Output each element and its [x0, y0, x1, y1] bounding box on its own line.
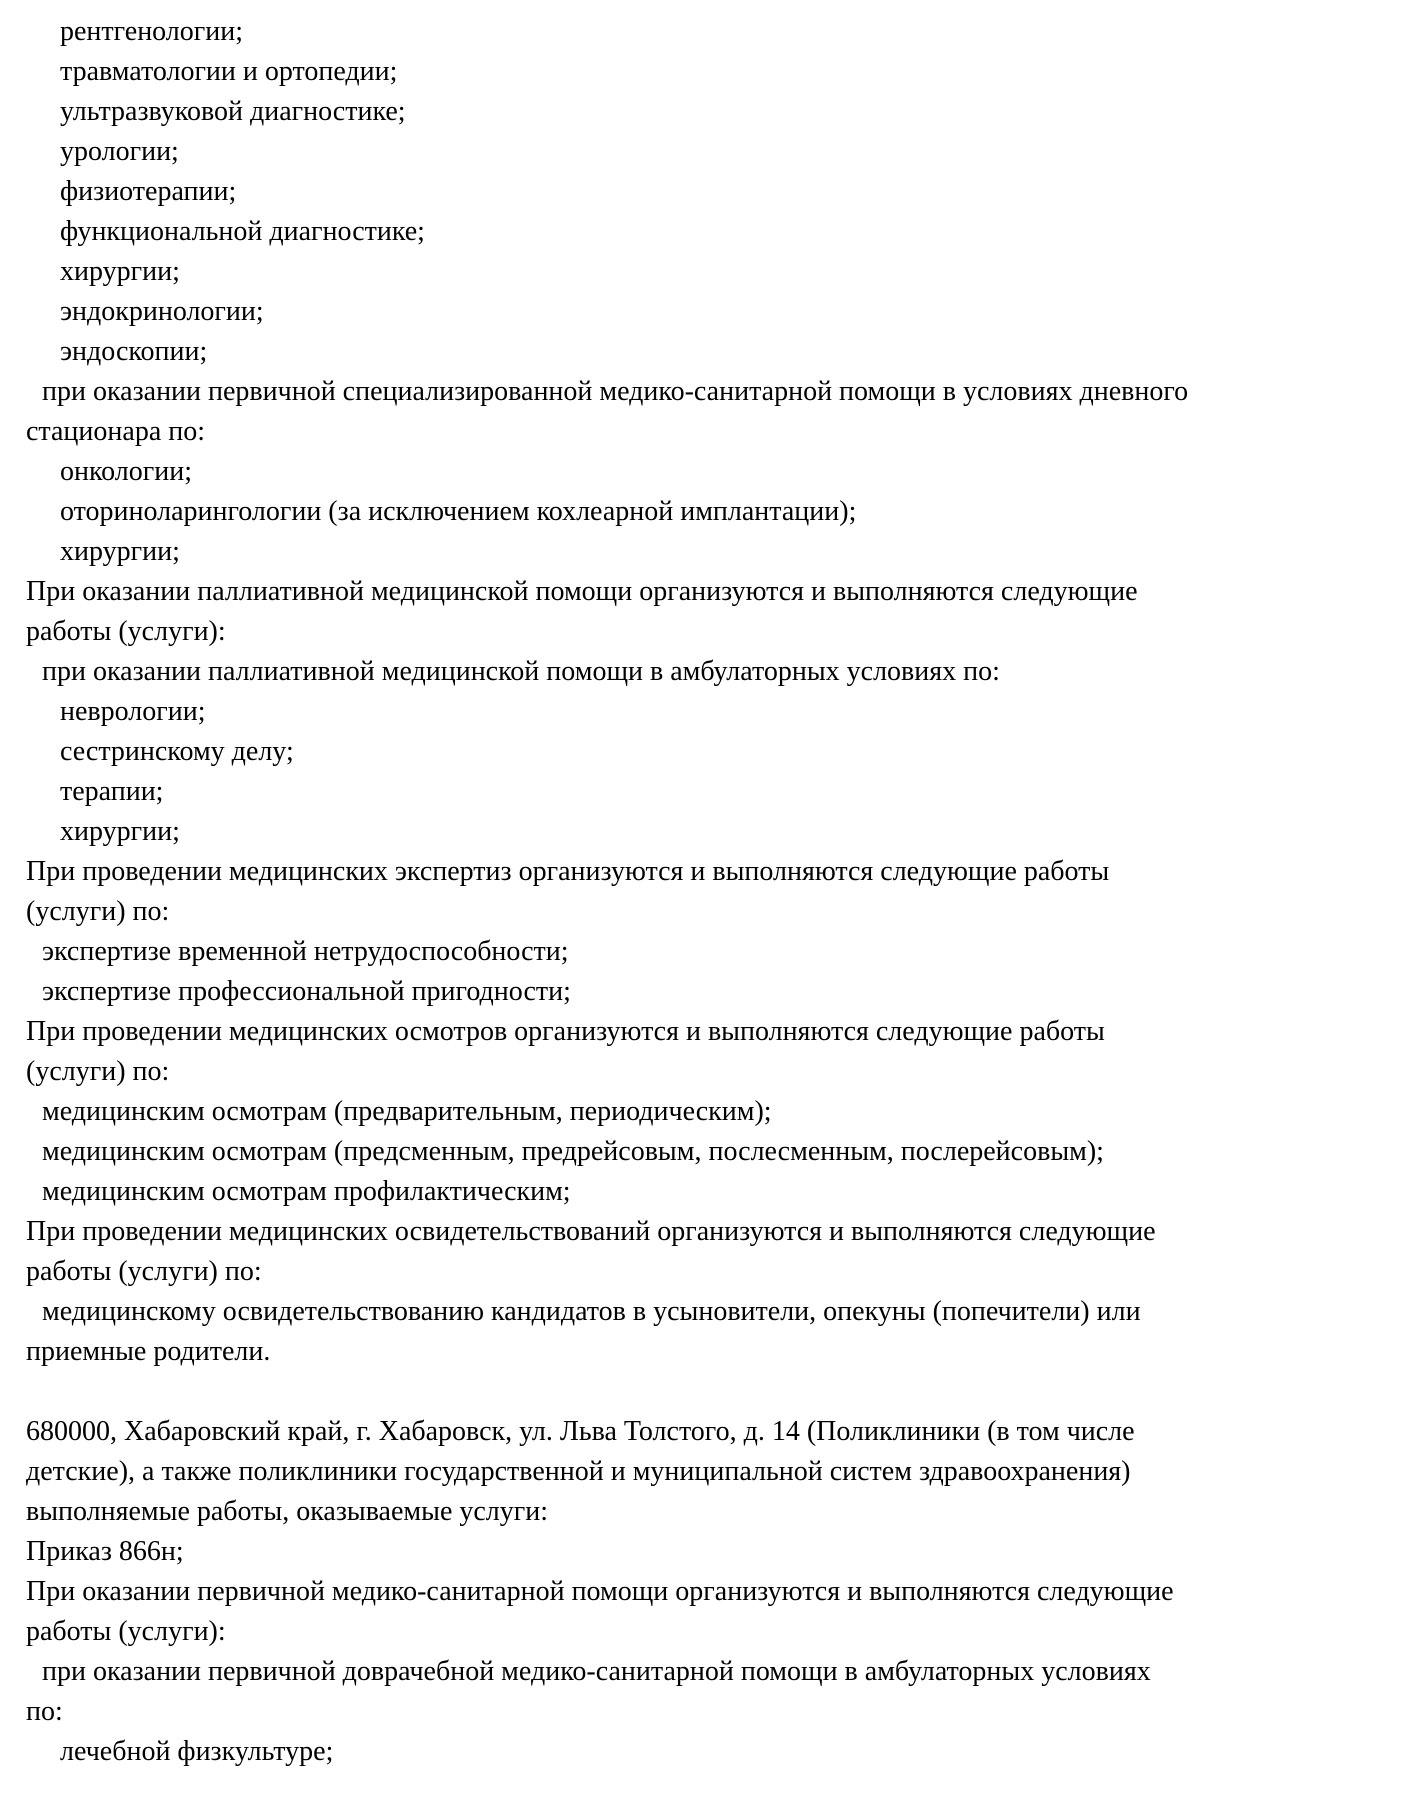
text-line: рентгенологии; — [60, 16, 244, 47]
text-line: терапии; — [60, 776, 164, 807]
blank-line — [26, 1372, 1406, 1412]
document-page — [26, 12, 1406, 1772]
text-line: хирургии; — [60, 816, 180, 847]
text-line: медицинскому освидетельствованию кандидатов в усыновители, опекуны (попечители) или — [42, 1296, 1141, 1327]
text-line: При проведении медицинских осмотров организуются и выполняются следующие работы — [26, 1016, 1105, 1047]
text-line: травматологии и ортопедии; — [60, 56, 398, 87]
text-line: стационара по: — [26, 416, 206, 447]
text-line: (услуги) по: — [26, 896, 170, 927]
text-line: хирургии; — [60, 536, 180, 567]
text-line: медицинским осмотрам (предварительным, периодическим); — [42, 1096, 772, 1127]
text-line: При проведении медицинских экспертиз организуются и выполняются следующие работы — [26, 856, 1110, 887]
text-line: при оказании первичной специализированной медико-санитарной помощи в условиях дневного — [42, 376, 1189, 407]
text-line: эндоскопии; — [60, 336, 208, 367]
text-line: физиотерапии; — [60, 176, 237, 207]
text-line: онкологии; — [60, 456, 193, 487]
text-line: При проведении медицинских освидетельствований организуются и выполняются следующие — [26, 1216, 1156, 1247]
text-line: приемные родители. — [26, 1336, 271, 1367]
text-line: неврологии; — [60, 696, 206, 727]
text-line: сестринскому делу; — [60, 736, 294, 767]
text-line: урологии; — [60, 136, 179, 167]
text-line: работы (услуги) по: — [26, 1256, 262, 1287]
text-line: хирургии; — [60, 256, 180, 287]
text-line: работы (услуги): — [26, 616, 226, 647]
text-line: работы (услуги): — [26, 1616, 226, 1647]
text-line: (услуги) по: — [26, 1056, 170, 1087]
text-line: лечебной физкультуре; — [60, 1736, 334, 1767]
text-line: функциональной диагностике; — [60, 216, 425, 247]
text-line: при оказании первичной доврачебной медико-санитарной помощи в амбулаторных условиях — [42, 1656, 1151, 1687]
text-line: детские), а также поликлиники государственной и муниципальной систем здравоохранения) — [26, 1456, 1131, 1487]
text-line: по: — [26, 1696, 63, 1727]
text-line: медицинским осмотрам профилактическим; — [42, 1176, 571, 1207]
text-line: При оказании паллиативной медицинской помощи организуются и выполняются следующие — [26, 576, 1138, 607]
text-line: медицинским осмотрам (предсменным, предрейсовым, послесменным, послерейсовым); — [42, 1136, 1104, 1167]
text-line: выполняемые работы, оказываемые услуги: — [26, 1496, 549, 1527]
text-line: при оказании паллиативной медицинской помощи в амбулаторных условиях по: — [42, 656, 1000, 687]
text-line: экспертизе временной нетрудоспособности; — [42, 936, 569, 967]
text-line: экспертизе профессиональной пригодности; — [42, 976, 571, 1007]
text-line: ультразвуковой диагностике; — [60, 96, 406, 127]
text-line: 680000, Хабаровский край, г. Хабаровск, ул. Льва Толстого, д. 14 (Поликлиники (в том числе — [26, 1416, 1135, 1447]
text-line: эндокринологии; — [60, 296, 264, 327]
text-line: При оказании первичной медико-санитарной помощи организуются и выполняются следующие — [26, 1576, 1174, 1607]
text-line: оториноларингологии (за исключением кохлеарной имплантации); — [60, 496, 857, 527]
text-line: Приказ 866н; — [26, 1536, 184, 1567]
